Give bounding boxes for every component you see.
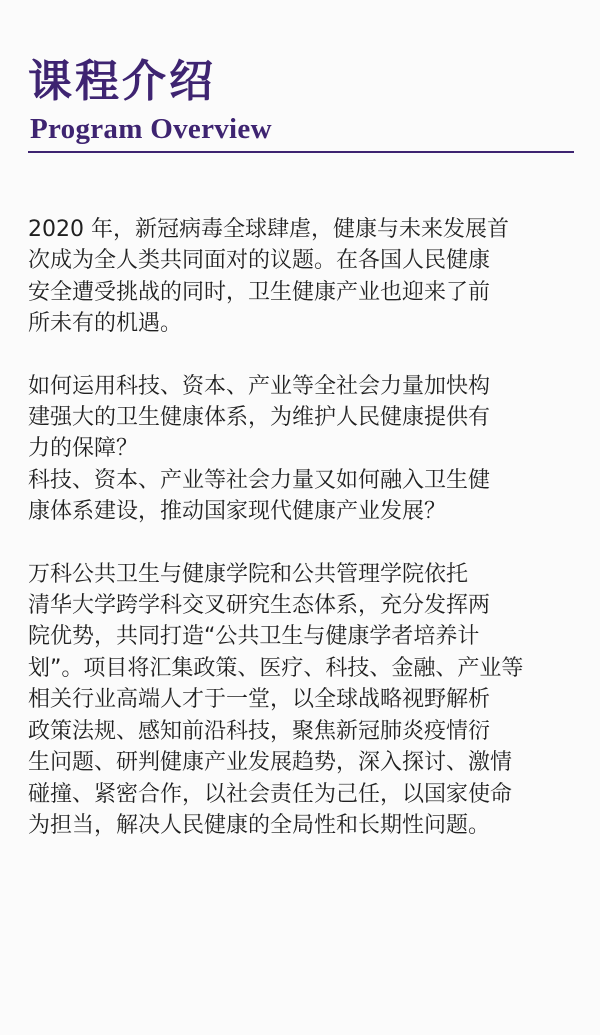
text-line: 清华大学跨学科交叉研究生态体系，充分发挥两 <box>28 593 491 619</box>
paragraph-program <box>28 559 576 842</box>
paragraph-question-2 <box>28 465 576 528</box>
text-line: 安全遭受挑战的同时，卫生健康产业也迎来了前 <box>28 279 491 305</box>
text-line: 康体系建设，推动国家现代健康产业发展？ <box>28 499 447 525</box>
text-line: 万科公共卫生与健康学院和公共管理学院依托 <box>28 561 469 587</box>
overview-body <box>28 214 576 841</box>
header-divider <box>28 151 574 153</box>
text-line: 如何运用科技、资本、产业等全社会力量加快构 <box>28 373 491 399</box>
text-line: 科技、资本、产业等社会力量又如何融入卫生健 <box>28 467 491 493</box>
text-line: 院优势，共同打造“公共卫生与健康学者培养计 <box>28 624 480 650</box>
page-header <box>28 54 574 146</box>
text-line: 建强大的卫生健康体系，为维护人民健康提供有 <box>28 405 491 431</box>
text-line: 为担当，解决人民健康的全局性和长期性问题。 <box>28 812 491 838</box>
text-line: 2020 年，新冠病毒全球肆虐，健康与未来发展首 <box>28 217 509 242</box>
text-line: 生问题、研判健康产业发展趋势，深入探讨、激情 <box>28 750 513 776</box>
paragraph-question-1 <box>28 371 576 465</box>
text-line: 划”。项目将汇集政策、医疗、科技、金融、产业等 <box>28 655 524 681</box>
page-subtitle: Program Overview <box>30 113 272 145</box>
text-line: 力的保障？ <box>28 436 139 462</box>
page-title: 课程介绍 <box>28 56 216 107</box>
text-line: 政策法规、感知前沿科技，聚焦新冠肺炎疫情衍 <box>28 718 491 744</box>
text-line: 相关行业高端人才于一堂，以全球战略视野解析 <box>28 687 491 713</box>
text-line: 次成为全人类共同面对的议题。在各国人民健康 <box>28 248 491 274</box>
paragraph-background <box>28 214 576 340</box>
text-line: 所未有的机遇。 <box>28 311 183 337</box>
text-line: 碰撞、紧密合作，以社会责任为己任，以国家使命 <box>28 781 513 807</box>
